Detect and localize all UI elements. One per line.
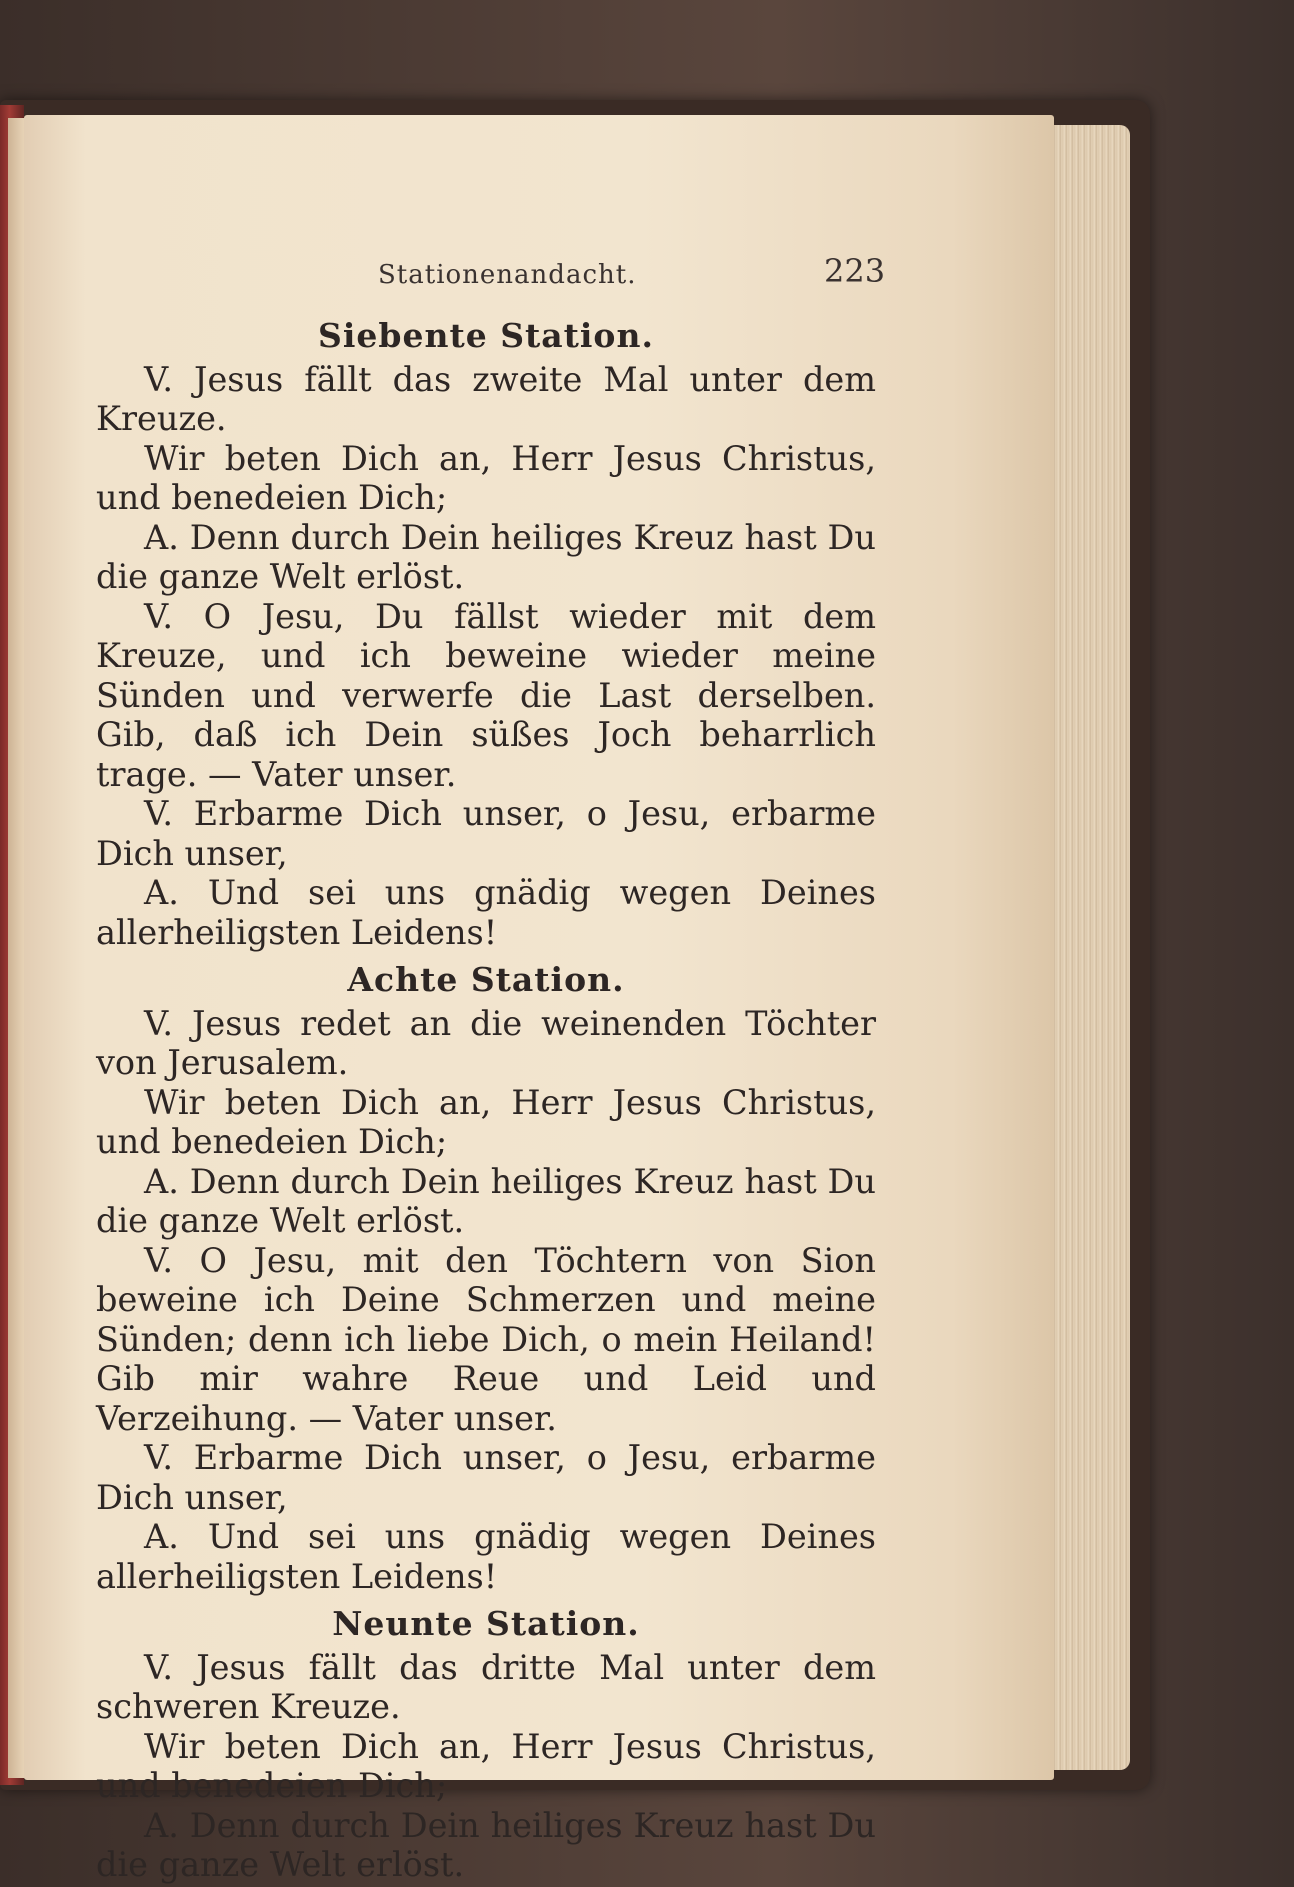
paragraph: A. Denn durch Dein heiliges Kreuz hast Du die ganze Welt erlöst. (96, 517, 876, 596)
station-8 (96, 960, 876, 1596)
station-title: Achte Station. (347, 960, 625, 999)
paragraph: V. Erbarme Dich unser, o Jesu, erbarme Dich unser, (96, 1438, 876, 1517)
page-number: 223 (824, 252, 886, 290)
paragraph: Wir beten Dich an, Herr Jesus Christus, und benedeien Dich; (96, 1082, 876, 1161)
paragraph: V. Jesus fällt das zweite Mal unter dem Kreuze. (96, 359, 876, 438)
page-stack-edge (1050, 125, 1130, 1770)
paragraph: A. Denn durch Dein heiliges Kreuz hast Du die ganze Welt erlöst. (96, 1161, 876, 1240)
paragraph: V. O Jesu, mit den Töchtern von Sion beweine ich Deine Schmerzen und meine Sünden; denn ich liebe Dich, o mein Heiland! Gib mir wahre Reue und Leid und Verzeihung. — Vater unser. (96, 1240, 876, 1438)
paragraph: V. Erbarme Dich unser, o Jesu, erbarme Dich unser, (96, 794, 876, 873)
page-header (0, 250, 1294, 290)
station-title: Siebente Station. (318, 316, 654, 355)
paragraph: A. Und sei uns gnädig wegen Deines allerheiligsten Leidens! (96, 873, 876, 952)
paragraph: V. Jesus redet an die weinenden Töchter von Jerusalem. (96, 1003, 876, 1082)
paragraph: Wir beten Dich an, Herr Jesus Christus, und benedeien Dich; (96, 1726, 876, 1805)
station-title: Neunte Station. (332, 1604, 640, 1643)
paragraph: A. Denn durch Dein heiliges Kreuz hast Du die ganze Welt erlöst. (96, 1805, 876, 1884)
paragraph: Wir beten Dich an, Herr Jesus Christus, und benedeien Dich; (96, 438, 876, 517)
running-head: Stationenandacht. (378, 260, 637, 290)
station-9 (96, 1604, 876, 1885)
paragraph: V. O Jesu, Du fällst wieder mit dem Kreuze, und ich beweine wieder meine Sünden und verwerfe die Last derselben. Gib, daß ich Dein süßes Joch beharrlich trage. — Vater unser. (96, 596, 876, 794)
paragraph: A. Und sei uns gnädig wegen Deines allerheiligsten Leidens! (96, 1517, 876, 1596)
station-7 (96, 316, 876, 952)
body-text (96, 308, 876, 1885)
paragraph: V. Jesus fällt das dritte Mal unter dem schweren Kreuze. (96, 1647, 876, 1726)
